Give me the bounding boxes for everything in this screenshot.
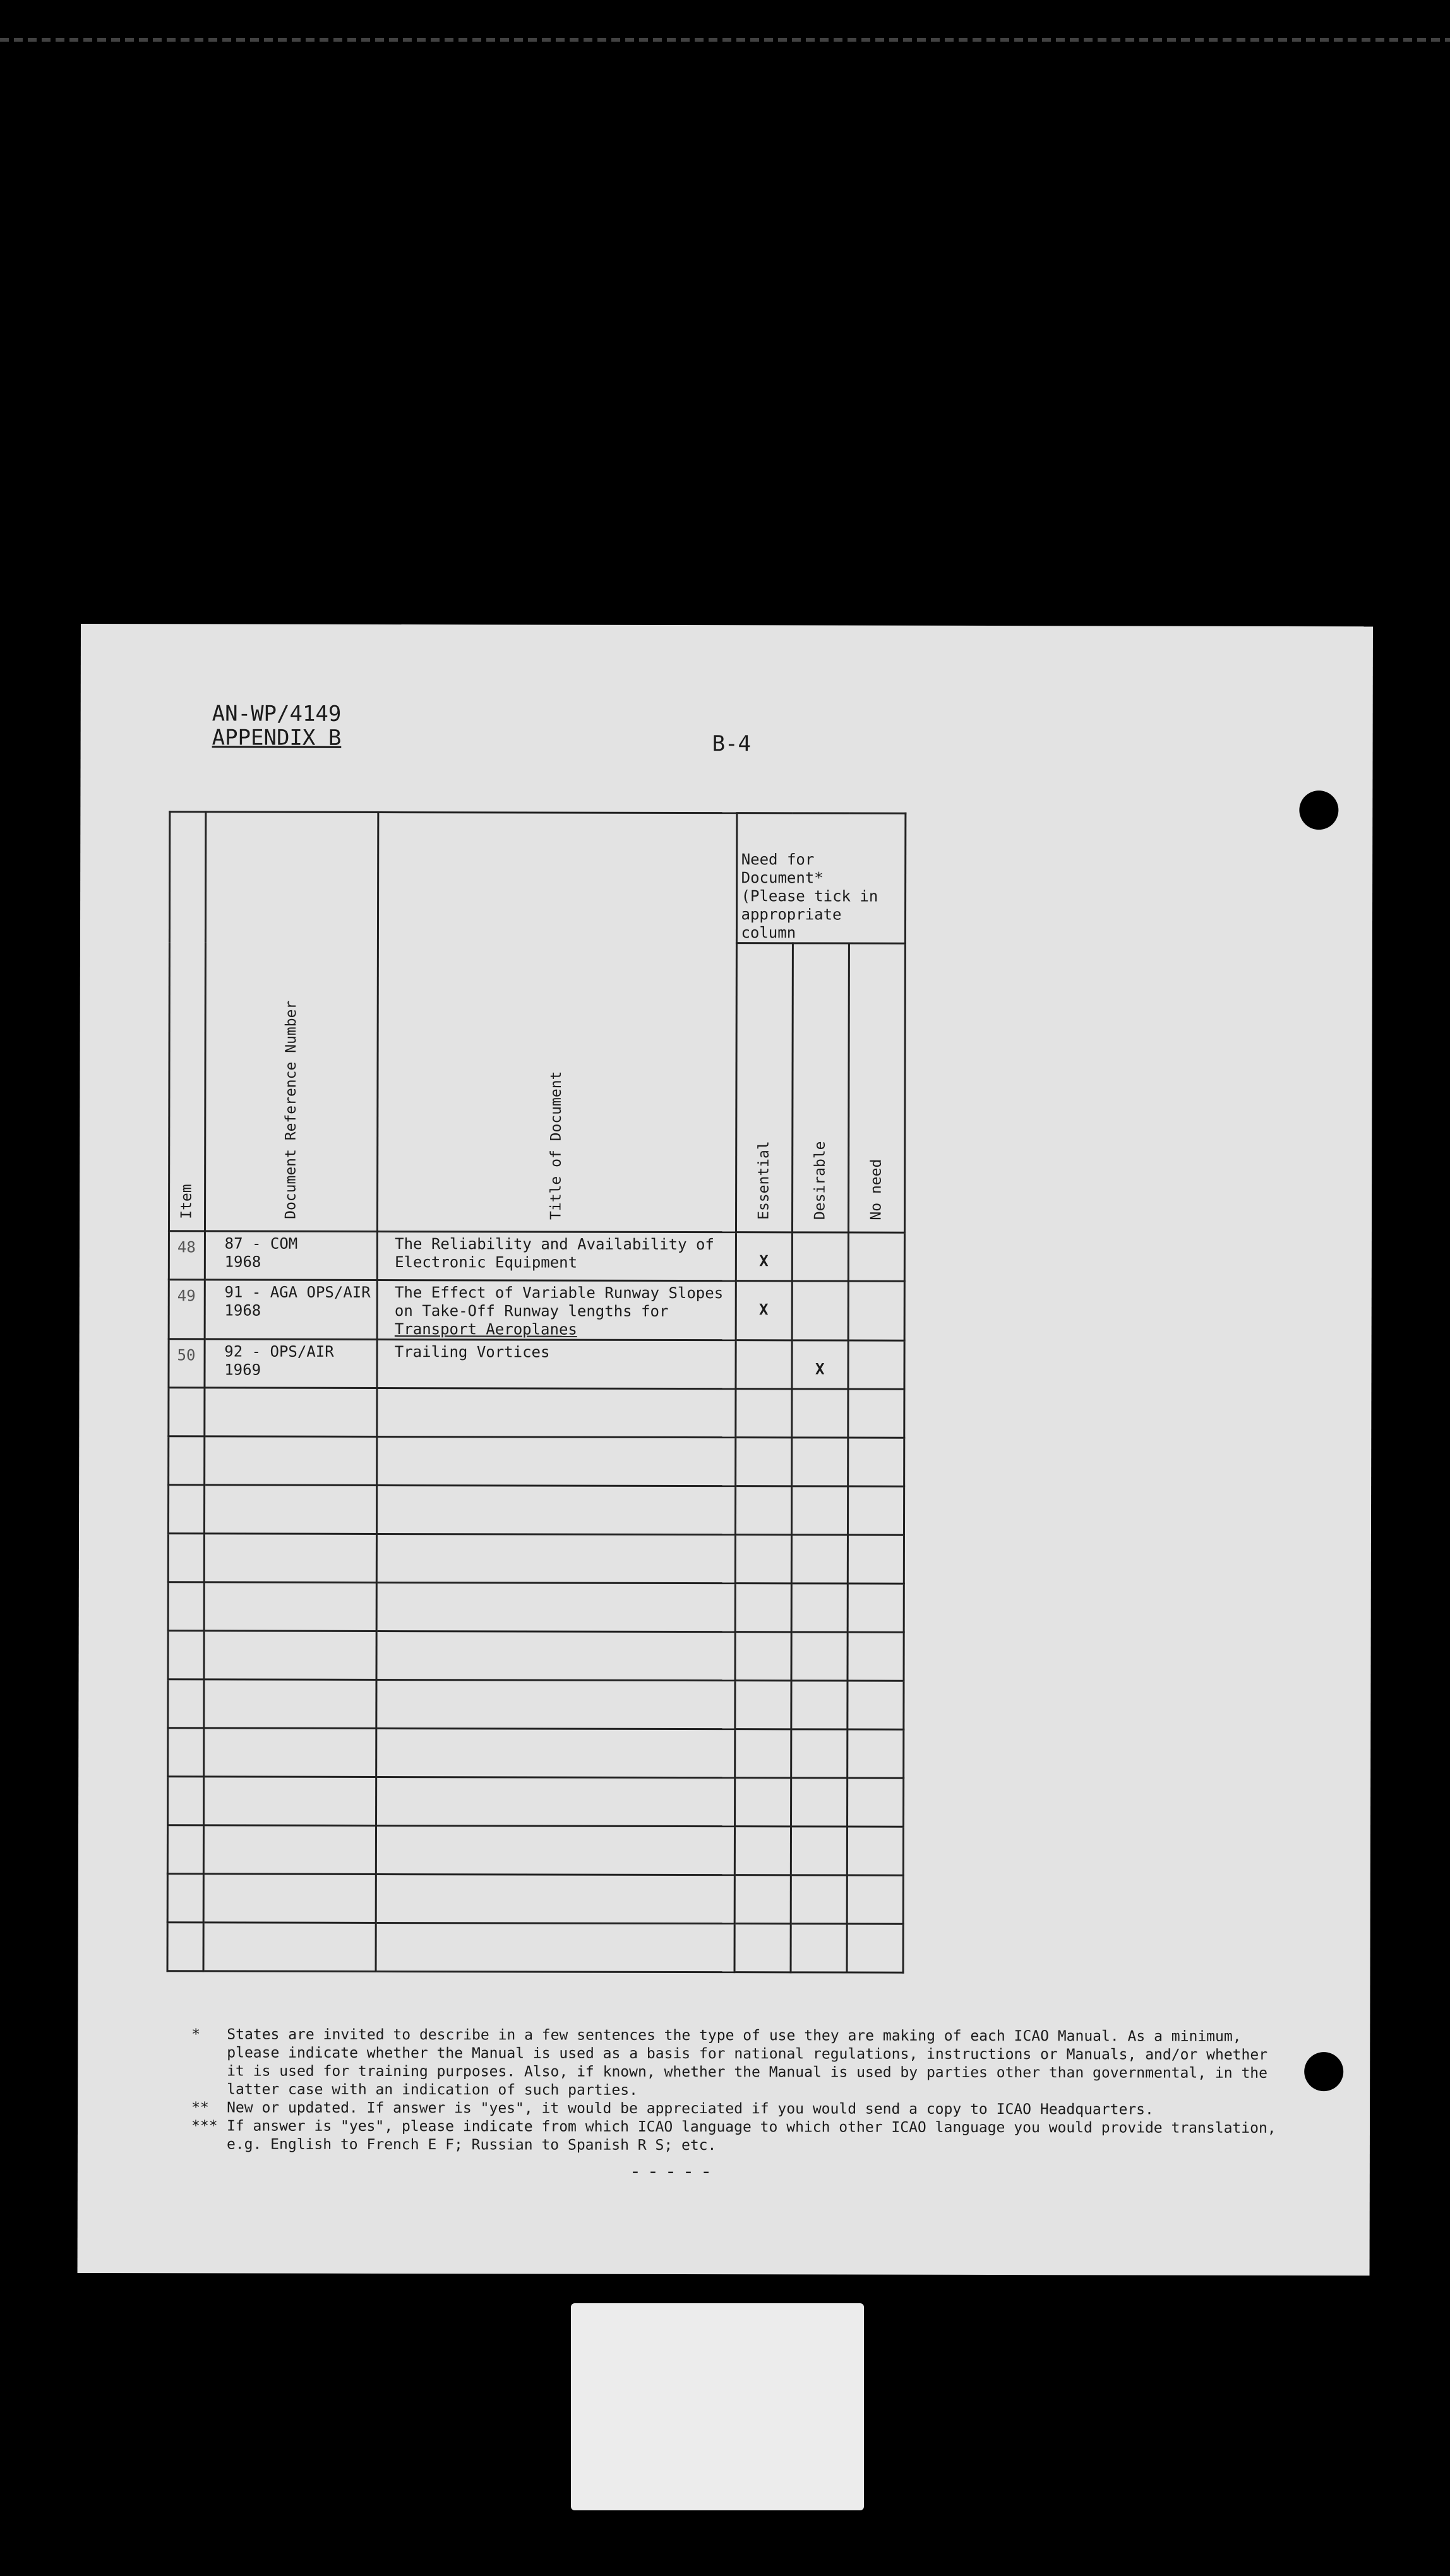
noneed-mark[interactable] <box>848 1281 904 1340</box>
empty-cell <box>376 1582 734 1631</box>
tick-cell[interactable] <box>734 1632 791 1681</box>
empty-cell <box>168 1631 204 1679</box>
tick-cell[interactable] <box>735 1486 791 1535</box>
tick-cell[interactable] <box>734 1827 791 1875</box>
essential-mark[interactable]: X <box>736 1232 792 1281</box>
document-table <box>167 811 907 1973</box>
tick-cell[interactable] <box>848 1438 904 1486</box>
empty-cell <box>167 1874 203 1923</box>
tick-cell[interactable] <box>848 1632 904 1681</box>
essential-mark[interactable]: X <box>736 1281 792 1340</box>
footnote: ** New or updated. If answer is "yes", it would be appreciated if you would send a copy to ICAO Headquarters. <box>191 2099 1154 2118</box>
tick-cell[interactable] <box>735 1535 791 1583</box>
empty-cell <box>204 1534 377 1583</box>
empty-cell <box>205 1388 378 1437</box>
tick-cell[interactable] <box>791 1632 848 1681</box>
tick-cell[interactable] <box>847 1778 903 1827</box>
noneed-mark[interactable] <box>848 1340 904 1389</box>
desirable-mark[interactable]: X <box>792 1340 848 1389</box>
empty-cell <box>204 1679 377 1729</box>
empty-cell <box>204 1582 377 1631</box>
appendix-label: APPENDIX B <box>212 725 342 751</box>
empty-table-row <box>168 1534 904 1583</box>
tick-cell[interactable] <box>734 1875 791 1924</box>
tick-cell[interactable] <box>791 1486 848 1535</box>
need-header: Need for Document* (Please tick in appropriate column <box>736 813 906 944</box>
empty-cell <box>203 1825 376 1875</box>
desirable-mark[interactable] <box>792 1232 848 1281</box>
doc-number: AN-WP/4149 <box>212 701 342 727</box>
tick-cell[interactable] <box>791 1778 847 1827</box>
empty-cell <box>376 1679 734 1729</box>
empty-cell <box>376 1923 734 1972</box>
empty-table-row <box>167 1825 903 1875</box>
tick-cell[interactable] <box>734 1681 791 1729</box>
empty-cell <box>377 1485 735 1534</box>
essential-mark[interactable] <box>735 1340 791 1389</box>
empty-table-row <box>168 1777 904 1827</box>
tick-cell[interactable] <box>735 1438 791 1486</box>
scan-edge <box>0 38 1450 42</box>
tick-cell[interactable] <box>847 1924 903 1972</box>
col-header-title: Title of Document <box>378 812 737 1232</box>
table-row: 50 92 - OPS/AIR 1969 Trailing Vortices X <box>169 1339 904 1389</box>
noneed-mark[interactable] <box>848 1232 904 1281</box>
empty-cell <box>168 1679 204 1728</box>
empty-cell <box>203 1923 376 1972</box>
empty-cell <box>168 1728 204 1777</box>
tick-cell[interactable] <box>734 1729 791 1778</box>
tick-cell[interactable] <box>791 1583 848 1632</box>
empty-cell <box>204 1485 377 1534</box>
col-header-essential: Essential <box>736 943 793 1232</box>
empty-cell <box>169 1436 205 1485</box>
tick-cell[interactable] <box>791 1389 848 1438</box>
tick-cell[interactable] <box>848 1583 904 1632</box>
empty-table-row <box>168 1485 904 1535</box>
col-header-desirable: Desirable <box>792 943 849 1232</box>
footnote: * States are invited to describe in a few sentences the type of use they are making of each ICAO Manual. As a minimum, please indicate whether the Manual is used as a basis for national regulations, instructions or Manuals, and/or whether it is used for training purposes. Also, if known, whether the Manual is used by parties other than governmental, in the latter case with an indication of such parties. <box>191 2026 1268 2099</box>
tick-cell[interactable] <box>734 1924 791 1972</box>
tick-cell[interactable] <box>847 1875 903 1924</box>
tick-cell[interactable] <box>791 1924 847 1972</box>
empty-cell <box>376 1825 734 1875</box>
col-header-noneed: No need <box>848 943 905 1232</box>
empty-table-row <box>167 1923 903 1972</box>
empty-cell <box>376 1777 734 1826</box>
empty-table-row <box>168 1582 904 1632</box>
empty-cell <box>203 1874 376 1923</box>
punch-hole-top <box>1299 790 1338 830</box>
empty-cell <box>169 1388 205 1436</box>
tick-cell[interactable] <box>734 1778 791 1827</box>
punch-hole-bottom <box>1304 2052 1343 2091</box>
end-mark: ----- <box>629 2160 719 2183</box>
col-header-ref: Document Reference Number <box>205 812 378 1232</box>
page-label: B-4 <box>712 731 752 757</box>
empty-table-row <box>169 1436 904 1486</box>
empty-cell <box>168 1582 204 1631</box>
tick-cell[interactable] <box>848 1535 904 1583</box>
empty-cell <box>376 1631 734 1680</box>
empty-cell <box>168 1777 204 1825</box>
document-page <box>78 624 1373 2275</box>
tick-cell[interactable] <box>735 1389 791 1438</box>
target-card <box>571 2303 864 2510</box>
tick-cell[interactable] <box>847 1729 903 1778</box>
empty-table-row <box>168 1728 904 1778</box>
col-header-item: Item <box>169 812 205 1231</box>
tick-cell[interactable] <box>735 1583 791 1632</box>
tick-cell[interactable] <box>791 1729 847 1778</box>
empty-table-row <box>168 1679 904 1729</box>
empty-cell <box>376 1874 734 1923</box>
table-row: 49 91 - AGA OPS/AIR 1968 The Effect of Variable Runway Slopes on Take-Off Runway lengths for Transport Aeroplanes X <box>169 1280 904 1340</box>
empty-cell <box>203 1777 376 1826</box>
empty-cell <box>203 1728 376 1777</box>
empty-cell <box>167 1923 203 1971</box>
tick-cell[interactable] <box>848 1681 904 1729</box>
footnotes <box>191 2025 1278 2156</box>
empty-table-row <box>168 1631 904 1681</box>
tick-cell[interactable] <box>847 1827 903 1875</box>
tick-cell[interactable] <box>791 1535 848 1583</box>
empty-cell <box>376 1728 734 1777</box>
tick-cell[interactable] <box>791 1827 847 1875</box>
tick-cell[interactable] <box>848 1486 904 1535</box>
tick-cell[interactable] <box>791 1681 847 1729</box>
empty-cell <box>204 1436 377 1486</box>
desirable-mark[interactable] <box>792 1281 848 1340</box>
empty-cell <box>167 1825 203 1874</box>
empty-cell <box>168 1534 204 1582</box>
tick-cell[interactable] <box>848 1389 904 1438</box>
empty-cell <box>377 1436 735 1486</box>
tick-cell[interactable] <box>791 1875 847 1924</box>
footnote: *** If answer is "yes", please indicate from which ICAO language to which other ICAO language you would provide translation, e.g. English to French E F; Russian to Spanish R S; etc. <box>191 2118 1276 2154</box>
tick-cell[interactable] <box>791 1438 848 1486</box>
empty-table-row <box>167 1874 903 1924</box>
empty-cell <box>377 1534 735 1583</box>
empty-table-row <box>169 1388 904 1438</box>
empty-cell <box>377 1388 735 1437</box>
empty-cell <box>204 1631 377 1680</box>
empty-cell <box>168 1485 204 1534</box>
table-row: 48 87 - COM 1968 The Reliability and Availability of Electronic Equipment X <box>169 1231 904 1281</box>
